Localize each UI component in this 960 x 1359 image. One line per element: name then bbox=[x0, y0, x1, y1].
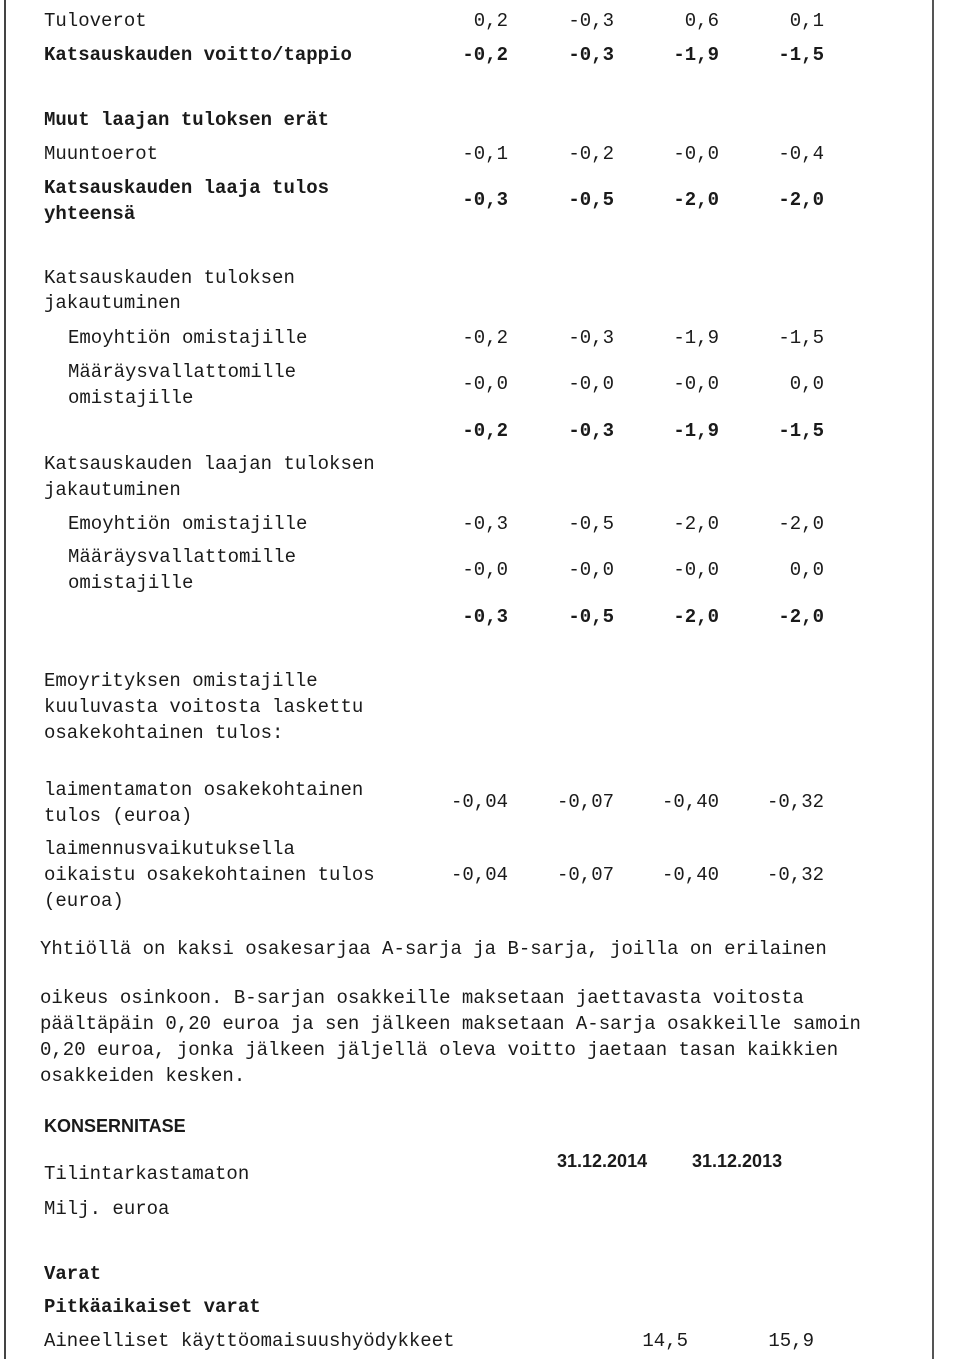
value-cell: -0,0 bbox=[673, 143, 719, 165]
column-date-2013: 31.12.2013 bbox=[692, 1151, 783, 1171]
value-cell: -0,4 bbox=[778, 143, 824, 165]
value-cell: -2,0 bbox=[778, 189, 824, 211]
value-cell: -0,3 bbox=[568, 10, 614, 32]
row-label-comprehensive-total-line2: yhteensä bbox=[44, 203, 136, 225]
value-cell: -1,9 bbox=[673, 327, 719, 349]
row-label-diluted-eps: laimennusvaikutuksella bbox=[44, 838, 295, 860]
row-label-basic-eps: laimentamaton osakekohtainen bbox=[44, 779, 364, 801]
row-label-ppe: Aineelliset käyttöomaisuushyödykkeet bbox=[44, 1330, 455, 1352]
noncurrent-assets-heading: Pitkäaikaiset varat bbox=[44, 1296, 261, 1318]
row-label-minority-owners: Määräysvallattomille bbox=[68, 546, 297, 568]
value-cell: -0,3 bbox=[462, 189, 508, 211]
row-label-diluted-eps-line2: oikaistu osakekohtainen tulos bbox=[44, 864, 375, 886]
value-cell: -0,1 bbox=[462, 143, 508, 165]
total-cell: -0,2 bbox=[462, 420, 508, 442]
balance-sheet-title: KONSERNITASE bbox=[44, 1116, 186, 1136]
value-cell: -0,2 bbox=[462, 327, 508, 349]
value-cell: -0,40 bbox=[661, 791, 719, 813]
value-cell: -0,5 bbox=[568, 189, 614, 211]
value-cell: -2,0 bbox=[673, 513, 719, 535]
value-cell: -0,0 bbox=[462, 559, 508, 581]
value-cell: 0,0 bbox=[789, 559, 824, 581]
row-label-minority-owners: Määräysvallattomille bbox=[68, 361, 297, 383]
value-cell: 0,0 bbox=[789, 373, 824, 395]
value-cell: -2,0 bbox=[778, 513, 824, 535]
value-cell: -1,5 bbox=[778, 327, 824, 349]
row-label-comprehensive-total: Katsauskauden laaja tulos bbox=[44, 177, 330, 199]
total-cell: -0,5 bbox=[568, 606, 614, 628]
assets-heading: Varat bbox=[44, 1263, 102, 1285]
total-cell: -2,0 bbox=[673, 606, 719, 628]
share-series-note-line3: päältäpäin 0,20 euroa ja sen jälkeen maksetaan A-sarja osakkeille samoin bbox=[40, 1013, 861, 1035]
value-cell: -0,07 bbox=[556, 791, 614, 813]
value-cell: -0,5 bbox=[568, 513, 614, 535]
value-cell: 0,1 bbox=[789, 10, 824, 32]
share-series-note-line1: Yhtiöllä on kaksi osakesarjaa A-sarja ja B-sarja, joilla on erilainen bbox=[40, 938, 827, 960]
unit-label: Milj. euroa bbox=[44, 1198, 170, 1220]
value-cell: -0,0 bbox=[568, 559, 614, 581]
value-cell: -0,2 bbox=[462, 44, 508, 66]
value-cell: -0,3 bbox=[568, 327, 614, 349]
value-cell: 14,5 bbox=[642, 1330, 688, 1352]
row-label-minority-owners-line2: omistajille bbox=[68, 387, 194, 409]
value-cell: -2,0 bbox=[673, 189, 719, 211]
section-heading-comprehensive-allocation: Katsauskauden laajan tuloksen bbox=[44, 453, 375, 475]
value-cell: -0,40 bbox=[661, 864, 719, 886]
value-cell: -0,2 bbox=[568, 143, 614, 165]
total-cell: -2,0 bbox=[778, 606, 824, 628]
share-series-note-line5: osakkeiden kesken. bbox=[40, 1065, 246, 1087]
total-cell: -0,3 bbox=[462, 606, 508, 628]
left-border bbox=[4, 0, 6, 1359]
value-cell: -0,0 bbox=[462, 373, 508, 395]
share-series-note-line4: 0,20 euroa, jonka jälkeen jäljellä oleva voitto jaetaan tasan kaikkien bbox=[40, 1039, 839, 1061]
row-label-parent-owners: Emoyhtiön omistajille bbox=[68, 513, 308, 535]
total-cell: -0,3 bbox=[568, 420, 614, 442]
value-cell: -0,07 bbox=[556, 864, 614, 886]
value-cell: -1,5 bbox=[778, 44, 824, 66]
value-cell: -0,32 bbox=[766, 791, 824, 813]
value-cell: -0,3 bbox=[462, 513, 508, 535]
value-cell: 0,2 bbox=[473, 10, 508, 32]
section-heading-result-allocation-line2: jakautuminen bbox=[44, 292, 181, 314]
value-cell: -0,0 bbox=[568, 373, 614, 395]
row-label-minority-owners-line2: omistajille bbox=[68, 572, 194, 594]
row-label-profit: Katsauskauden voitto/tappio bbox=[44, 44, 352, 66]
total-cell: -1,5 bbox=[778, 420, 824, 442]
value-cell: -0,04 bbox=[450, 791, 508, 813]
total-cell: -1,9 bbox=[673, 420, 719, 442]
eps-heading-line3: osakekohtainen tulos: bbox=[44, 722, 284, 744]
eps-heading: Emoyrityksen omistajille bbox=[44, 670, 318, 692]
value-cell: -0,3 bbox=[568, 44, 614, 66]
eps-heading-line2: kuuluvasta voitosta laskettu bbox=[44, 696, 364, 718]
row-label-basic-eps-line2: tulos (euroa) bbox=[44, 805, 193, 827]
column-date-2014: 31.12.2014 bbox=[557, 1151, 648, 1171]
row-label-diluted-eps-line3: (euroa) bbox=[44, 890, 124, 912]
row-label-tuloverot: Tuloverot bbox=[44, 10, 147, 32]
section-heading-comprehensive-allocation-line2: jakautuminen bbox=[44, 479, 181, 501]
value-cell: 15,9 bbox=[768, 1330, 814, 1352]
section-heading-other-comprehensive: Muut laajan tuloksen erät bbox=[44, 109, 330, 131]
row-label-translation-differences: Muuntoerot bbox=[44, 143, 159, 165]
row-label-parent-owners: Emoyhtiön omistajille bbox=[68, 327, 308, 349]
section-heading-result-allocation: Katsauskauden tuloksen bbox=[44, 267, 295, 289]
value-cell: -0,04 bbox=[450, 864, 508, 886]
value-cell: -1,9 bbox=[673, 44, 719, 66]
right-border bbox=[932, 0, 934, 1359]
value-cell: -0,0 bbox=[673, 373, 719, 395]
value-cell: 0,6 bbox=[684, 10, 719, 32]
share-series-note-line2: oikeus osinkoon. B-sarjan osakkeille maksetaan jaettavasta voitosta bbox=[40, 987, 804, 1009]
value-cell: -0,0 bbox=[673, 559, 719, 581]
value-cell: -0,32 bbox=[766, 864, 824, 886]
unaudited-label: Tilintarkastamaton bbox=[44, 1163, 250, 1185]
